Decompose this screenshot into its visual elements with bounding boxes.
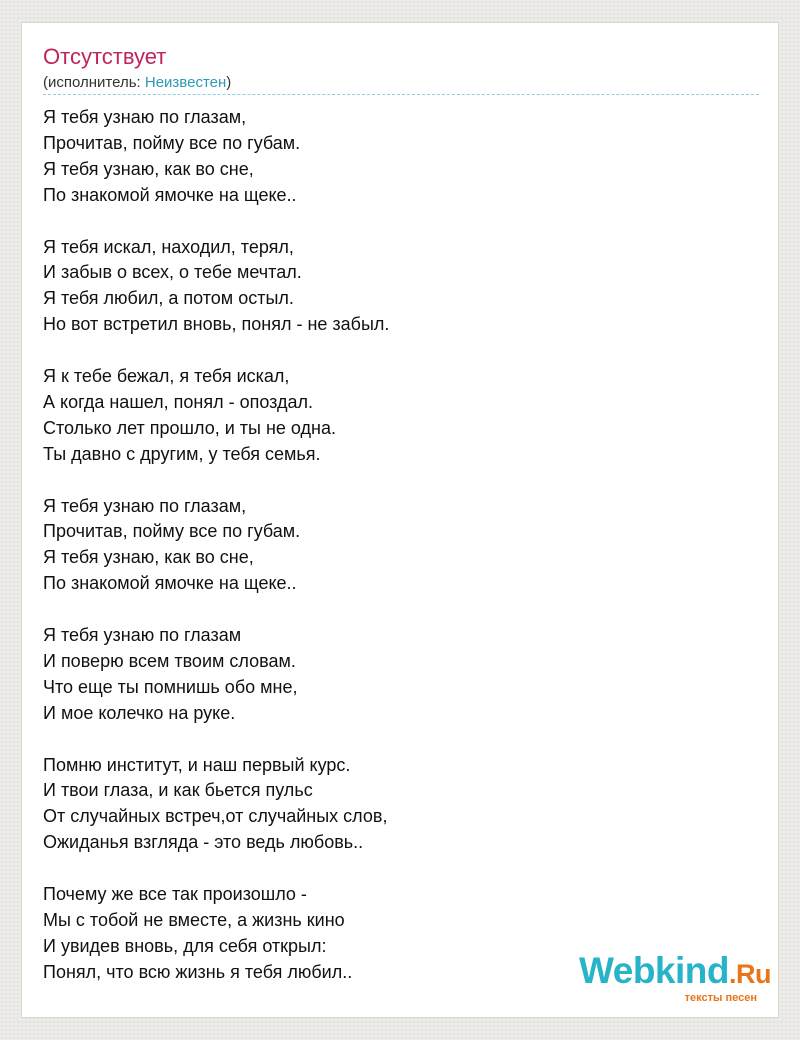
lyrics-line: И мое колечко на руке. (43, 702, 236, 723)
lyrics-line: Что еще ты помнишь обо мне, (43, 676, 298, 697)
song-title: Отсутствует (43, 44, 167, 69)
lyrics-line: От случайных встреч,от случайных слов, (43, 806, 388, 827)
logo-main-text: Webkind (579, 950, 729, 991)
lyrics-line: И увидев вновь, для себя открыл: (43, 935, 327, 956)
lyrics-stanza (43, 753, 743, 857)
lyrics-line: Прочитав, пойму все по губам. (43, 132, 301, 153)
artist-link[interactable]: Неизвестен (144, 74, 227, 91)
lyrics-line: Я тебя узнаю, как во сне, (43, 158, 254, 179)
lyrics-stanza (43, 235, 743, 339)
lyrics-line: Столько лет прошло, и ты не одна. (43, 417, 336, 438)
lyrics-line: Я тебя любил, а потом остыл. (43, 288, 294, 309)
lyrics-line: Прочитав, пойму все по губам. (43, 521, 301, 542)
webkind-logo[interactable] (581, 950, 771, 1002)
logo-tld-text: .Ru (729, 959, 771, 989)
lyrics-line: И твои глаза, и как бьется пульс (43, 780, 313, 801)
lyrics-line: Мы с тобой не вместе, а жизнь кино (43, 910, 345, 930)
lyrics-line: Я тебя искал, находил, терял, (43, 236, 294, 257)
dashed-divider (43, 94, 759, 95)
lyrics-line: Помню институт, и наш первый курс. (43, 754, 351, 775)
lyrics-line: Я тебя узнаю по глазам, (43, 495, 247, 516)
logo-wordmark (579, 950, 771, 995)
lyrics-line: Ожиданья взгляда - это ведь любовь.. (43, 832, 364, 853)
lyrics-body (43, 105, 743, 986)
lyrics-line: По знакомой ямочке на щеке.. (43, 573, 297, 594)
artist-line (43, 74, 231, 92)
lyrics-line: Я к тебе бежал, я тебя искал, (43, 366, 290, 387)
lyrics-stanza (43, 623, 743, 727)
lyrics-line: Почему же все так произошло - (43, 884, 307, 905)
lyrics-stanza (43, 105, 743, 209)
lyrics-line: Я тебя узнаю по глазам, (43, 107, 247, 127)
lyrics-line: Но вот встретил вновь, понял - не забыл. (43, 314, 390, 335)
lyrics-card (21, 22, 779, 1018)
lyrics-line: Я тебя узнаю по глазам (43, 625, 242, 646)
lyrics-stanza (43, 364, 743, 468)
lyrics-line: Понял, что всю жизнь я тебя любил.. (43, 961, 353, 982)
logo-tagline: тексты песен (684, 992, 757, 1004)
artist-prefix: (исполнитель: (43, 74, 145, 91)
artist-suffix: ) (226, 74, 232, 91)
lyrics-line: Ты давно с другим, у тебя семья. (43, 443, 321, 464)
lyrics-line: По знакомой ямочке на щеке.. (43, 184, 297, 205)
lyrics-stanza (43, 494, 743, 598)
lyrics-line: И забыв о всех, о тебе мечтал. (43, 262, 302, 283)
lyrics-line: Я тебя узнаю, как во сне, (43, 547, 254, 568)
lyrics-line: И поверю всем твоим словам. (43, 650, 296, 671)
lyrics-line: А когда нашел, понял - опоздал. (43, 391, 314, 412)
